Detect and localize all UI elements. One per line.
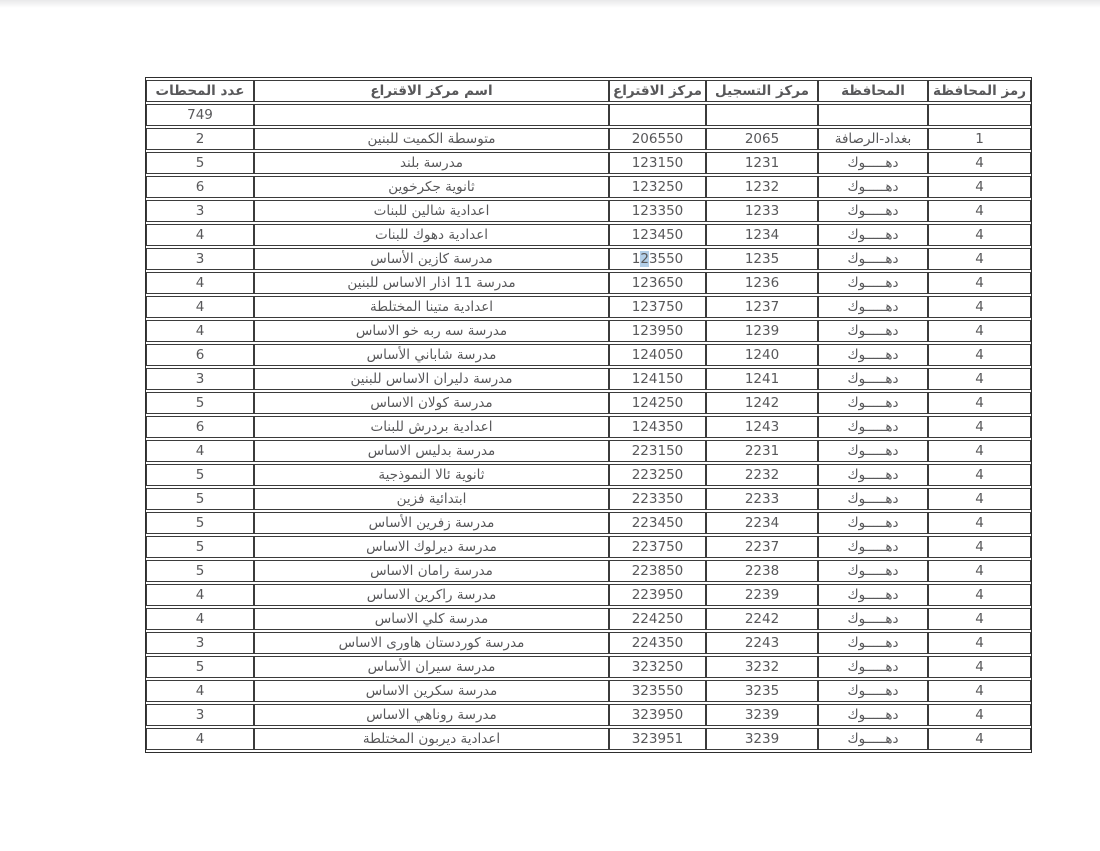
cell-gov: دهـــــوك (818, 560, 928, 582)
cell-gov: دهـــــوك (818, 152, 928, 174)
table-row (146, 512, 1031, 534)
cell-poll-center: 323950 (609, 704, 706, 726)
cell-reg-center: 2234 (706, 512, 818, 534)
cell-poll-name: ثانوية ئالا النموذجية (254, 464, 609, 486)
table-row (146, 728, 1031, 750)
cell-gov: دهـــــوك (818, 608, 928, 630)
cell-reg-center: 3232 (706, 656, 818, 678)
polling-centers-table (145, 77, 1032, 753)
cell-stations: 3 (146, 248, 254, 270)
cell-reg-center: 2243 (706, 632, 818, 654)
cell-gov-code: 1 (928, 128, 1031, 150)
cell-stations: 6 (146, 176, 254, 198)
cell-reg-center: 1231 (706, 152, 818, 174)
cell-poll-name: مدرسة بلند (254, 152, 609, 174)
cell-gov-code: 4 (928, 272, 1031, 294)
cell-poll-center: 223750 (609, 536, 706, 558)
cell-reg-center: 2237 (706, 536, 818, 558)
table-row (146, 464, 1031, 486)
cell-gov: دهـــــوك (818, 224, 928, 246)
cell-poll-center: 123550 (609, 248, 706, 270)
cell-gov: دهـــــوك (818, 248, 928, 270)
cell-poll-center: 223250 (609, 464, 706, 486)
cell-gov: دهـــــوك (818, 320, 928, 342)
cell-reg-center: 1236 (706, 272, 818, 294)
cell-stations: 4 (146, 320, 254, 342)
cell-stations: 5 (146, 536, 254, 558)
table-row (146, 488, 1031, 510)
cell-gov-code: 4 (928, 512, 1031, 534)
cell-stations: 3 (146, 632, 254, 654)
cell-stations: 4 (146, 224, 254, 246)
table-body (146, 104, 1031, 750)
cell-reg-center: 1233 (706, 200, 818, 222)
cell-gov-code: 4 (928, 584, 1031, 606)
cell-reg-center: 1235 (706, 248, 818, 270)
table-row (146, 296, 1031, 318)
cell-reg-center: 1237 (706, 296, 818, 318)
cell-poll-name: مدرسة 11 اذار الاساس للبنين (254, 272, 609, 294)
cell-gov: دهـــــوك (818, 656, 928, 678)
cell-poll-center: 224250 (609, 608, 706, 630)
cell-gov: دهـــــوك (818, 536, 928, 558)
totals-row (146, 104, 1031, 126)
table-row (146, 200, 1031, 222)
cell-poll-center: 123250 (609, 176, 706, 198)
cell-gov: دهـــــوك (818, 272, 928, 294)
cell-poll-center (609, 104, 706, 126)
cell-reg-center: 1239 (706, 320, 818, 342)
cell-poll-name: اعدادية بردرش للبنات (254, 416, 609, 438)
cell-reg-center: 3239 (706, 728, 818, 750)
cell-reg-center: 2242 (706, 608, 818, 630)
cell-gov: دهـــــوك (818, 416, 928, 438)
cell-poll-center: 123650 (609, 272, 706, 294)
cell-gov-code: 4 (928, 464, 1031, 486)
table-row (146, 608, 1031, 630)
table-row (146, 440, 1031, 462)
cell-poll-center: 123750 (609, 296, 706, 318)
cell-poll-center: 223450 (609, 512, 706, 534)
text-selection: 2 (640, 251, 649, 267)
cell-poll-center: 323250 (609, 656, 706, 678)
table-row (146, 392, 1031, 414)
cell-gov-code: 4 (928, 368, 1031, 390)
cell-poll-name: مدرسة بدليس الاساس (254, 440, 609, 462)
cell-gov-code: 4 (928, 392, 1031, 414)
cell-poll-center: 124150 (609, 368, 706, 390)
cell-reg-center: 1240 (706, 344, 818, 366)
cell-poll-center: 123950 (609, 320, 706, 342)
cell-reg-center: 1234 (706, 224, 818, 246)
cell-stations: 4 (146, 296, 254, 318)
cell-reg-center: 2231 (706, 440, 818, 462)
cell-stations: 2 (146, 128, 254, 150)
column-header-reg-center: مركز التسجيل (706, 80, 818, 102)
cell-reg-center: 1242 (706, 392, 818, 414)
cell-stations: 4 (146, 608, 254, 630)
polling-centers-table-container (145, 77, 1030, 753)
cell-poll-name: اعدادية ديربون المختلطة (254, 728, 609, 750)
cell-stations: 5 (146, 152, 254, 174)
cell-stations: 6 (146, 344, 254, 366)
cell-gov: دهـــــوك (818, 632, 928, 654)
cell-reg-center (706, 104, 818, 126)
cell-reg-center: 2065 (706, 128, 818, 150)
cell-reg-center: 3235 (706, 680, 818, 702)
cell-stations: 5 (146, 392, 254, 414)
cell-stations: 3 (146, 200, 254, 222)
cell-gov (818, 104, 928, 126)
cell-poll-name: مدرسة رامان الاساس (254, 560, 609, 582)
column-header-poll-name: اسم مركز الاقتراع (254, 80, 609, 102)
cell-poll-name: اعدادية متينا المختلطة (254, 296, 609, 318)
cell-gov: دهـــــوك (818, 368, 928, 390)
cell-poll-center: 223150 (609, 440, 706, 462)
cell-stations: 6 (146, 416, 254, 438)
table-row (146, 416, 1031, 438)
header-row (146, 80, 1031, 102)
cell-poll-center: 323951 (609, 728, 706, 750)
cell-gov: دهـــــوك (818, 344, 928, 366)
cell-gov-code: 4 (928, 656, 1031, 678)
cell-poll-center: 206550 (609, 128, 706, 150)
table-row (146, 536, 1031, 558)
cell-gov-code: 4 (928, 704, 1031, 726)
cell-stations: 4 (146, 680, 254, 702)
cell-poll-name: مدرسة كولان الاساس (254, 392, 609, 414)
cell-poll-center: 223950 (609, 584, 706, 606)
cell-reg-center: 1243 (706, 416, 818, 438)
cell-poll-name: مدرسة شاباني الأساس (254, 344, 609, 366)
cell-gov-code: 4 (928, 728, 1031, 750)
table-row (146, 248, 1031, 270)
cell-poll-name: مدرسة راكرين الاساس (254, 584, 609, 606)
table-row (146, 320, 1031, 342)
cell-gov: دهـــــوك (818, 464, 928, 486)
cell-stations: 5 (146, 656, 254, 678)
cell-gov-code: 4 (928, 320, 1031, 342)
cell-gov: دهـــــوك (818, 392, 928, 414)
cell-stations: 4 (146, 272, 254, 294)
cell-stations: 5 (146, 512, 254, 534)
cell-gov: دهـــــوك (818, 584, 928, 606)
cell-poll-center: 123450 (609, 224, 706, 246)
cell-poll-name: مدرسة كلي الاساس (254, 608, 609, 630)
cell-poll-name: مدرسة سه ربه خو الاساس (254, 320, 609, 342)
cell-gov-code: 4 (928, 680, 1031, 702)
table-header (146, 80, 1031, 102)
table-row (146, 128, 1031, 150)
cell-gov: دهـــــوك (818, 728, 928, 750)
cell-gov-code: 4 (928, 416, 1031, 438)
column-header-gov: المحافظة (818, 80, 928, 102)
cell-reg-center: 1232 (706, 176, 818, 198)
cell-reg-center: 2233 (706, 488, 818, 510)
cell-poll-center: 124250 (609, 392, 706, 414)
cell-reg-center: 2238 (706, 560, 818, 582)
cell-gov-code: 4 (928, 200, 1031, 222)
column-header-stations: عدد المحطات (146, 80, 254, 102)
cell-stations: 5 (146, 560, 254, 582)
cell-reg-center: 2232 (706, 464, 818, 486)
table-row (146, 368, 1031, 390)
cell-poll-center: 323550 (609, 680, 706, 702)
cell-poll-center: 223350 (609, 488, 706, 510)
cell-gov: بغداد-الرصافة (818, 128, 928, 150)
column-header-gov-code: رمز المحافظة (928, 80, 1031, 102)
cell-poll-center: 123350 (609, 200, 706, 222)
cell-gov: دهـــــوك (818, 176, 928, 198)
cell-gov: دهـــــوك (818, 200, 928, 222)
cell-poll-name: اعدادية شالين للبنات (254, 200, 609, 222)
cell-gov: دهـــــوك (818, 296, 928, 318)
cell-poll-name: مدرسة سكرين الاساس (254, 680, 609, 702)
cell-reg-center: 3239 (706, 704, 818, 726)
cell-gov-code: 4 (928, 632, 1031, 654)
cell-poll-center: 124350 (609, 416, 706, 438)
cell-poll-name: مدرسة كازين الأساس (254, 248, 609, 270)
cell-gov-code: 4 (928, 152, 1031, 174)
table-row (146, 272, 1031, 294)
cell-gov: دهـــــوك (818, 488, 928, 510)
cell-stations: 4 (146, 440, 254, 462)
cell-gov-code: 4 (928, 488, 1031, 510)
cell-gov-code: 4 (928, 344, 1031, 366)
cell-poll-name: مدرسة دليران الاساس للبنين (254, 368, 609, 390)
cell-poll-center: 223850 (609, 560, 706, 582)
cell-poll-name: متوسطة الكميت للبنين (254, 128, 609, 150)
cell-poll-name: مدرسة روناهي الاساس (254, 704, 609, 726)
table-row (146, 704, 1031, 726)
cell-poll-name (254, 104, 609, 126)
cell-gov-code: 4 (928, 224, 1031, 246)
cell-poll-name: مدرسة زفرين الأساس (254, 512, 609, 534)
cell-gov: دهـــــوك (818, 680, 928, 702)
cell-gov-code: 4 (928, 536, 1031, 558)
cell-poll-name: مدرسة سيران الأساس (254, 656, 609, 678)
column-header-poll-center: مركز الاقتراع (609, 80, 706, 102)
cell-stations: 3 (146, 704, 254, 726)
cell-reg-center: 1241 (706, 368, 818, 390)
table-row (146, 632, 1031, 654)
cell-gov-code: 4 (928, 176, 1031, 198)
cell-poll-name: مدرسة كوردستان هاورى الاساس (254, 632, 609, 654)
cell-reg-center: 2239 (706, 584, 818, 606)
table-row (146, 344, 1031, 366)
cell-stations: 4 (146, 728, 254, 750)
table-row (146, 152, 1031, 174)
table-row (146, 224, 1031, 246)
cell-stations: 3 (146, 368, 254, 390)
cell-gov-code: 4 (928, 440, 1031, 462)
cell-gov-code: 4 (928, 560, 1031, 582)
table-row (146, 584, 1031, 606)
cell-stations: 5 (146, 464, 254, 486)
cell-gov-code: 4 (928, 248, 1031, 270)
cell-poll-name: اعدادية دهوك للبنات (254, 224, 609, 246)
cell-poll-center: 124050 (609, 344, 706, 366)
cell-poll-center: 123150 (609, 152, 706, 174)
cell-poll-name: مدرسة ديرلوك الاساس (254, 536, 609, 558)
cell-gov: دهـــــوك (818, 440, 928, 462)
cell-gov-code: 4 (928, 608, 1031, 630)
cell-gov: دهـــــوك (818, 704, 928, 726)
cell-poll-name: ثانوية جكرخوين (254, 176, 609, 198)
page-top-shadow (0, 0, 1100, 8)
cell-gov-code (928, 104, 1031, 126)
cell-gov: دهـــــوك (818, 512, 928, 534)
cell-gov-code: 4 (928, 296, 1031, 318)
table-row (146, 560, 1031, 582)
cell-stations: 4 (146, 584, 254, 606)
table-row (146, 680, 1031, 702)
cell-poll-center: 224350 (609, 632, 706, 654)
table-row (146, 656, 1031, 678)
cell-stations: 5 (146, 488, 254, 510)
table-row (146, 176, 1031, 198)
cell-stations: 749 (146, 104, 254, 126)
cell-poll-name: ابتدائية فزين (254, 488, 609, 510)
